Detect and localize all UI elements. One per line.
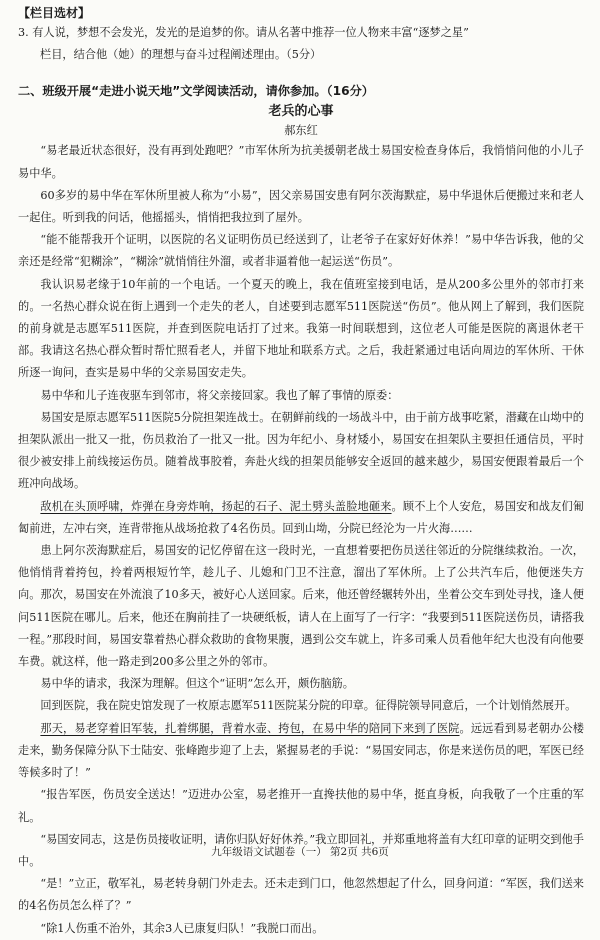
question-3-line1: 3. 有人说，梦想不会发光，发光的是追梦的你。请从名著中推荐一位人物来丰富“逐梦之星” bbox=[18, 26, 469, 39]
section-tag: 【栏目选材】 bbox=[18, 6, 91, 20]
paragraph-11 bbox=[18, 718, 584, 785]
paragraph-10: 回到医院，我在院史馆发现了一枚原志愿军511医院某分院的印章。征得院领导同意后，一个计划悄然展开。 bbox=[40, 699, 577, 713]
paragraph-14: “是！”立正，敬军礼，易老转身朝门外走去。还未走到门口，他忽然想起了什么，回身问道：“军医，我们送来的4名伤员怎么样了？” bbox=[18, 877, 584, 913]
paragraph-1: “易老最近状态很好，没有再到处跑吧？”市军休所为抗美援朝老战士易国安检查身体后，我悄悄问他的小儿子易中华。 bbox=[18, 144, 584, 180]
paragraph-3: “能不能帮我开个证明，以医院的名义证明伤员已经送到了，让老爷子在家好好休养！”易中华告诉我，他的父亲还是经常“犯糊涂”，“糊涂”就悄悄往外溜，或者非逼着他一起运送“伤员”。 bbox=[18, 233, 584, 269]
underlined-sentence-2: 那天，易老穿着旧军装，扎着绑腿，背着水壶、挎包，在易中华的陪同下来到了医院 bbox=[40, 721, 460, 735]
page-footer: 九年级语文试题卷（一） 第2页 共6页 bbox=[211, 846, 389, 858]
question-3-line2: 栏目，结合他（她）的理想与奋斗过程阐述理由。（5分） bbox=[40, 48, 322, 62]
story-title: 老兵的心事 bbox=[268, 104, 334, 120]
paragraph-15: “除1人伤重不治外，其余3人已康复归队！”我脱口而出。 bbox=[40, 921, 324, 935]
story-author: 郝东红 bbox=[284, 124, 318, 138]
paragraph-7-rest: 。顾不上个人安危，易国安和战友们匍匐前进，左冲右突，连背带拖从战场抢救了4名伤员。回到山坳，分院已经沦为一片火海…… bbox=[18, 499, 584, 535]
paragraph-9: 易中华的请求，我深为理解。但这个“证明”怎么开，颇伤脑筋。 bbox=[40, 677, 354, 691]
paragraph-13: “易国安同志，这是伤员接收证明，请你归队好好休养。”我立即回礼，并郑重地将盖有大红印章的证明交到他手中。 bbox=[18, 832, 584, 868]
paragraph-4: 我认识易老缘于10年前的一个电话。一个夏天的晚上，我在值班室接到电话，是从200多公里外的邻市打来的。一名热心群众说在街上遇到一个走失的老人，自述要到志愿军511医院送“伤员”。他从网上了解到，我们医院的前身就是志愿军511医院，并查到医院电话打了过来。我第一时间联想到，这位老人可能是医院的离退休老干部。我请这名热心群众暂时帮忙照看老人，并留下地址和联系方式。之后，我赶紧通过电话向周边的军休所、干休所逐一询问，查实是易中华的父亲易国安走失。 bbox=[18, 277, 584, 380]
underlined-sentence-1: 敌机在头顶呼啸，炸弹在身旁炸响，扬起的石子、泥土劈头盖脸地砸来 bbox=[40, 499, 392, 513]
paragraph-5: 易中华和儿子连夜驱车到邻市，将父亲接回家。我也了解了事情的原委： bbox=[40, 388, 399, 402]
paragraph-2: 60多岁的易中华在军休所里被人称为“小易”，因父亲易国安患有阿尔茨海默症，易中华退休后便搬过来和老人一起住。听到我的问话，他摇摇头，悄悄把我拉到了屋外。 bbox=[18, 188, 584, 225]
paragraph-11-rest: 。远远看到易老朝办公楼走来，勤务保障分队下士陆安、张峰跑步迎了上去，紧握易老的手说：“易国安同志，你是来送伤员的吧，军医已经等候多时了！” bbox=[18, 721, 584, 780]
paragraph-7 bbox=[18, 496, 584, 540]
paragraph-6: 易国安是原志愿军511医院5分院担架连战士。在朝鲜前线的一场战斗中，由于前方战事吃紧，潜藏在山坳中的担架队派出一批又一批，伤员救治了一批又一批。因为年纪小、身材矮小，易国安在担架队主要担任通信员，平时很少被安排上前线接运伤员。随着战事胶着，奔赴火线的担架员能够安全返回的越来越少，易国安便跟着最后一个班冲向战场。 bbox=[18, 410, 584, 491]
section-two-heading: 二、班级开展“走进小说天地”文学阅读活动，请你参加。（16分） bbox=[18, 84, 374, 99]
paragraph-12: “报告军医，伤员安全送达！”迈进办公室，易老推开一直搀扶他的易中华，挺直身板，向我敬了一个庄重的军礼。 bbox=[18, 788, 584, 824]
paragraph-8: 患上阿尔茨海默症后，易国安的记忆停留在这一段时光，一直想着要把伤员送往邻近的分院继续救治。一次，他悄悄背着挎包，拎着两根短竹竿，趁儿子、儿媳和门卫不注意，溜出了军休所。上了公共汽车后，他便迷失方向。那次，易国安在外流浪了10多天，被好心人送回家。后来，他还曾经辗转外出，坐着公交车到处寻找，逢人便问511医院在哪儿。后来，他还在胸前挂了一块硬纸板，请人在上面写了一行字：“我要到511医院送伤员，请搭我一程。”那段时间，易国安靠着热心群众救助的食物果腹，遇到公交车就上，许多司乘人员看他年纪大也没有向他要车费。就这样，他一路走到200多公里之外的邻市。 bbox=[18, 544, 584, 669]
